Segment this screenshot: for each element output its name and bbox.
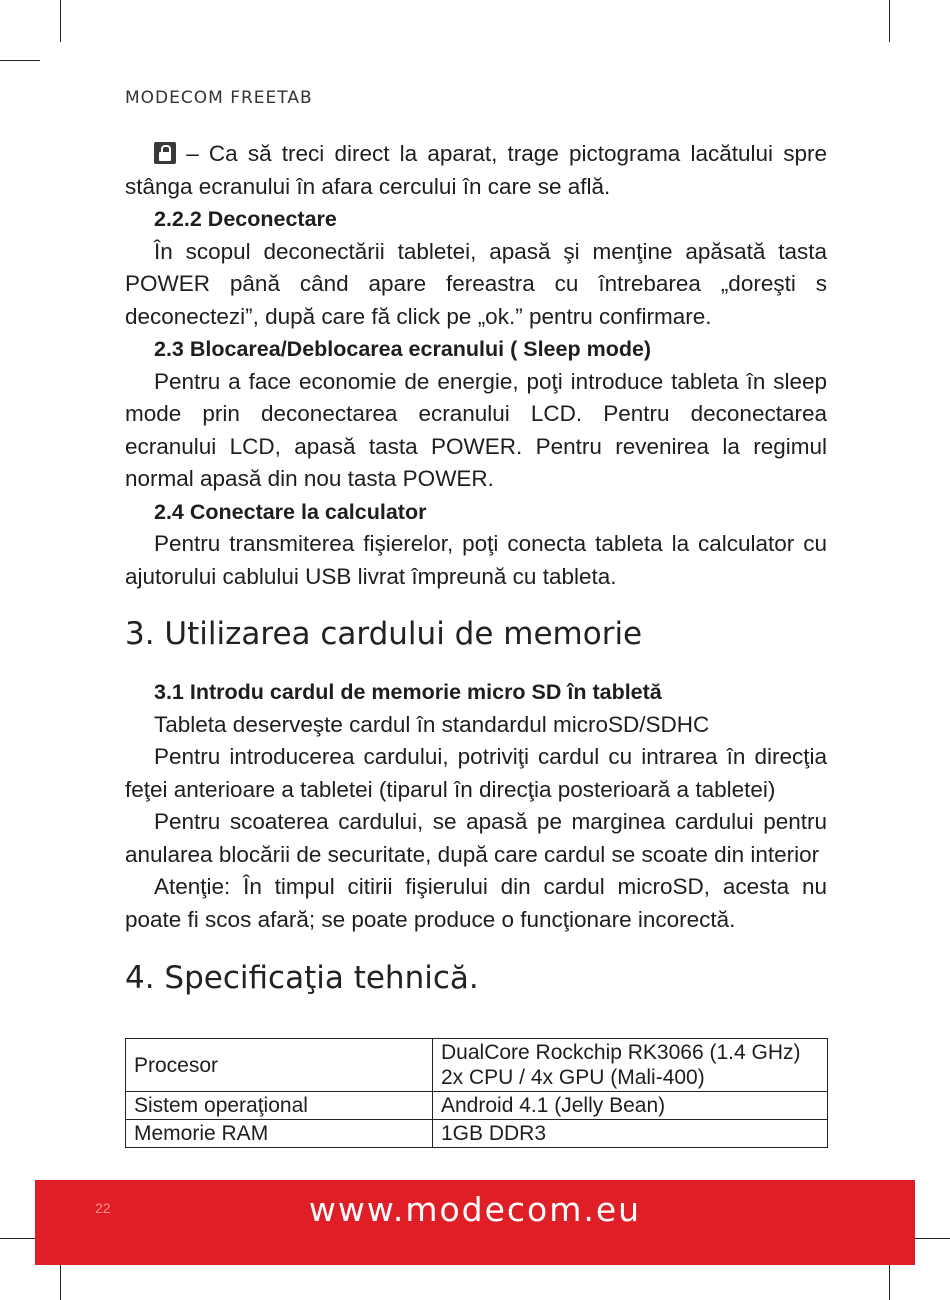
crop-mark [0,60,40,61]
section-heading-2-3: 2.3 Blocarea/Deblocarea ecranului ( Sleep mode) [154,337,652,361]
section-text-2-2-2: În scopul deconectării tabletei, apasă şi menţine apăsată tasta POWER până când apare fereastra cu întrebarea „doreşti s deconectezi”, după care fă click pe „ok.” pentru confirmare. [125,238,827,329]
lock-icon [154,142,176,164]
spec-table [125,1038,828,1148]
section-text-3-1-p4: Atenţie: În timpul citirii fişierului din cardul microSD, acesta nu poate fi scos afară; se poate produce o funcţionare incorectă. [125,874,827,932]
crop-mark [0,1238,40,1239]
section-text-2-4: Pentru transmiterea fişierelor, poţi conecta tableta la calculator cu ajutorului cablului USB livrat împreună cu tableta. [125,531,827,589]
section-heading-2-2-2: 2.2.2 Deconectare [154,207,337,231]
spec-key: Procesor [126,1039,433,1092]
footer-url: www.modecom.eu [308,1190,642,1229]
footer-banner [35,1180,915,1265]
lock-paragraph [125,138,827,203]
table-row [126,1120,828,1148]
section-text-3-1-p3: Pentru scoaterea cardului, se apasă pe marginea cardului pentru anularea blocării de securitate, după care cardul se scoate din interior [125,809,827,867]
crop-mark [60,0,61,42]
section-heading-3-1: 3.1 Introdu cardul de memorie micro SD în tabletă [154,680,662,704]
page-content [125,138,827,998]
page-number: 22 [95,1200,111,1216]
spec-value: DualCore Rockchip RK3066 (1.4 GHz) 2x CPU / 4x GPU (Mali-400) [433,1039,828,1092]
table-row [126,1039,828,1092]
section-text-3-1-p2: Pentru introducerea cardului, potriviţi cardul cu intrarea în direcţia feţei anterioare a tabletei (tiparul în direcţia posterioară a tabletei) [125,744,827,802]
spec-value: Android 4.1 (Jelly Bean) [433,1092,828,1120]
chapter-title-4: 4. Specificaţia tehnică. [125,960,479,996]
chapter-title-3: 3. Utilizarea cardului de memorie [125,616,643,652]
table-row [126,1092,828,1120]
section-text-2-3: Pentru a face economie de energie, poţi introduce tableta în sleep mode prin deconectarea ecranului LCD. Pentru deconectarea ecranului LCD, apasă tasta POWER. Pentru revenirea la regimul normal apasă din nou tasta POWER. [125,368,827,491]
section-text-3-1-p1: Tableta deserveşte cardul în standardul microSD/SDHC [154,711,710,737]
lock-paragraph-text: – Ca să treci direct la aparat, trage pictograma lacătului spre stânga ecranului în afara cercului în care se află. [125,141,827,199]
section-heading-2-4: 2.4 Conectare la calculator [154,499,427,524]
spec-value: 1GB DDR3 [433,1120,828,1148]
running-header: MODECOM FREETAB [125,88,313,108]
crop-mark [910,1238,950,1239]
spec-key: Memorie RAM [126,1120,433,1148]
spec-key: Sistem operaţional [126,1092,433,1120]
crop-mark [889,0,890,42]
